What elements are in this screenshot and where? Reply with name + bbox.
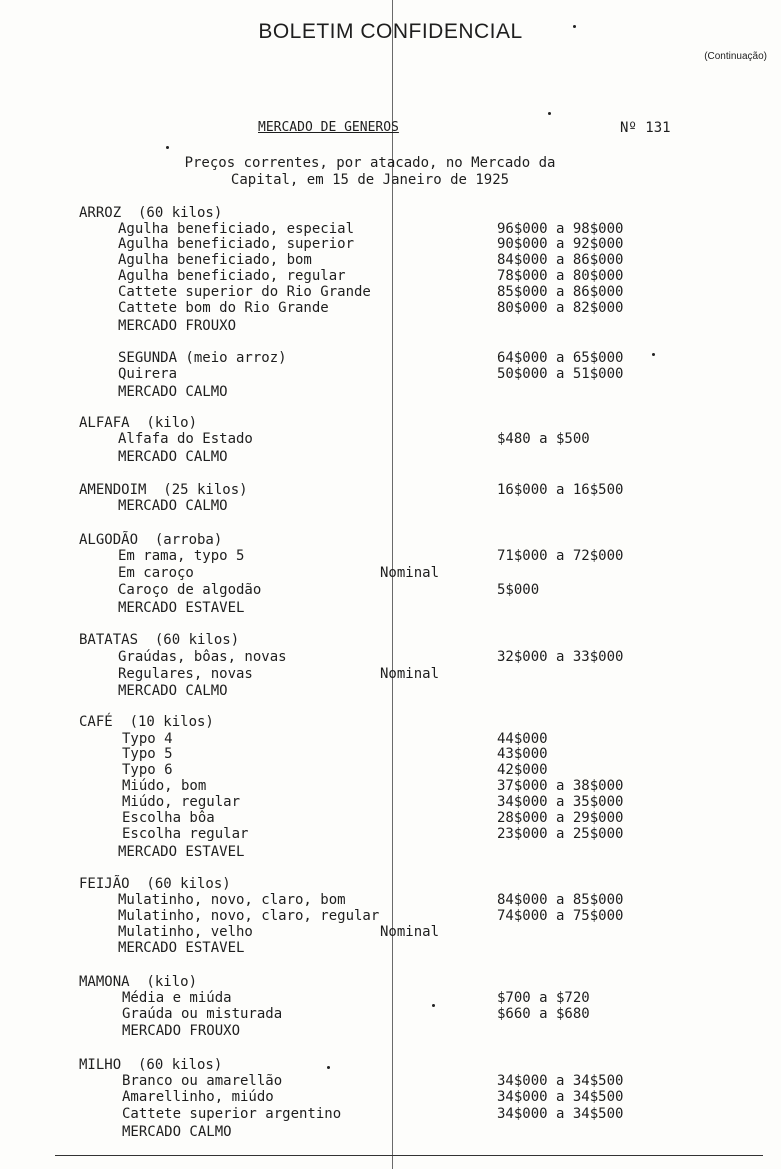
item-label: MERCADO FROUXO (118, 318, 237, 334)
item-price: $480 a $500 (497, 431, 590, 447)
item-label: MERCADO CALMO (118, 498, 228, 514)
nominal-label: Nominal (380, 565, 440, 581)
item-label: Escolha regular (122, 826, 249, 842)
ink-speck (652, 353, 655, 356)
item-price: 80$000 a 82$000 (497, 300, 624, 316)
item-price: 37$000 a 38$000 (497, 778, 624, 794)
item-label: Regulares, novas (118, 666, 253, 682)
item-price: 43$000 (497, 746, 548, 762)
subtitle-line-1: Preços correntes, por atacado, no Mercado da (184, 155, 556, 171)
ink-speck (573, 25, 576, 28)
item-price: 74$000 a 75$000 (497, 908, 624, 924)
category-heading: CAFÉ (10 kilos) (79, 714, 214, 730)
item-label: Miúdo, bom (122, 778, 207, 794)
item-label: Typo 5 (122, 746, 173, 762)
item-label: Agulha beneficiado, regular (118, 268, 346, 284)
item-label: Alfafa do Estado (118, 431, 253, 447)
item-label: Quirera (118, 366, 178, 382)
item-price: 34$000 a 35$000 (497, 794, 624, 810)
item-label: MERCADO CALMO (118, 384, 228, 400)
item-price: 71$000 a 72$000 (497, 548, 624, 564)
item-label: Em caroço (118, 565, 194, 581)
bottom-rule (55, 1155, 763, 1156)
item-price: 78$000 a 80$000 (497, 268, 624, 284)
category-heading: ARROZ (60 kilos) (79, 205, 223, 221)
item-label: Cattete bom do Rio Grande (118, 300, 329, 316)
item-label: Cattete superior do Rio Grande (118, 284, 371, 300)
item-price: 34$000 a 34$500 (497, 1106, 624, 1122)
item-label: Escolha bôa (122, 810, 215, 826)
category-heading: AMENDOIM (25 kilos) (79, 482, 248, 498)
ink-speck (548, 112, 551, 115)
item-label: MERCADO CALMO (122, 1124, 232, 1140)
document-title: BOLETIM CONFIDENCIAL (258, 20, 523, 43)
item-label: MERCADO ESTAVEL (118, 940, 245, 956)
item-label: SEGUNDA (meio arroz) (118, 350, 287, 366)
item-label: Agulha beneficiado, superior (118, 236, 355, 252)
item-price: 42$000 (497, 762, 548, 778)
item-price: 5$000 (497, 582, 540, 598)
item-price: 34$000 a 34$500 (497, 1089, 624, 1105)
bulletin-number: Nº 131 (620, 120, 671, 136)
item-price: 28$000 a 29$000 (497, 810, 624, 826)
item-price: 50$000 a 51$000 (497, 366, 624, 382)
item-price: 84$000 a 86$000 (497, 252, 624, 268)
item-label: Caroço de algodão (118, 582, 262, 598)
item-label: Typo 4 (122, 731, 173, 747)
item-label: Amarellinho, miúdo (122, 1089, 274, 1105)
item-label: Em rama, typo 5 (118, 548, 245, 564)
item-label: MERCADO CALMO (118, 683, 228, 699)
item-price: 16$000 a 16$500 (497, 482, 624, 498)
item-label: Agulha beneficiado, especial (118, 221, 355, 237)
item-label: Branco ou amarellão (122, 1073, 283, 1089)
ink-speck (432, 1004, 435, 1007)
ink-speck (327, 1066, 330, 1069)
category-heading: MILHO (60 kilos) (79, 1057, 223, 1073)
item-label: Graúda ou misturada (122, 1006, 283, 1022)
item-label: Agulha beneficiado, bom (118, 252, 312, 268)
item-price: 85$000 a 86$000 (497, 284, 624, 300)
subtitle (140, 155, 600, 189)
subtitle-line-2: Capital, em 15 de Janeiro de 1925 (230, 172, 510, 188)
item-label: MERCADO ESTAVEL (118, 844, 245, 860)
nominal-label: Nominal (380, 924, 440, 940)
item-label: Mulatinho, novo, claro, bom (118, 892, 346, 908)
nominal-label: Nominal (380, 666, 440, 682)
item-price: 44$000 (497, 731, 548, 747)
item-price: 90$000 a 92$000 (497, 236, 624, 252)
category-heading: BATATAS (60 kilos) (79, 632, 240, 648)
item-label: MERCADO CALMO (118, 449, 228, 465)
item-price: $700 a $720 (497, 990, 590, 1006)
item-label: Graúdas, bôas, novas (118, 649, 287, 665)
category-heading: ALFAFA (kilo) (79, 415, 198, 431)
item-label: MERCADO FROUXO (122, 1023, 241, 1039)
item-price: 34$000 a 34$500 (497, 1073, 624, 1089)
item-label: Cattete superior argentino (122, 1106, 342, 1122)
item-price: 96$000 a 98$000 (497, 221, 624, 237)
item-label: MERCADO ESTAVEL (118, 600, 245, 616)
sheet-title: MERCADO DE GENEROS (258, 120, 399, 135)
item-label: Typo 6 (122, 762, 173, 778)
item-label: Mulatinho, novo, claro, regular (118, 908, 380, 924)
category-heading: ALGODÃO (arroba) (79, 532, 223, 548)
item-price: $660 a $680 (497, 1006, 590, 1022)
item-label: Mulatinho, velho (118, 924, 253, 940)
item-price: 23$000 a 25$000 (497, 826, 624, 842)
continuation-note: (Continuação) (704, 51, 767, 62)
category-heading: FEIJÃO (60 kilos) (79, 876, 231, 892)
item-price: 64$000 a 65$000 (497, 350, 624, 366)
item-price: 84$000 a 85$000 (497, 892, 624, 908)
item-label: Média e miúda (122, 990, 232, 1006)
category-heading: MAMONA (kilo) (79, 974, 198, 990)
item-label: Miúdo, regular (122, 794, 241, 810)
ink-speck (166, 146, 169, 149)
item-price: 32$000 a 33$000 (497, 649, 624, 665)
